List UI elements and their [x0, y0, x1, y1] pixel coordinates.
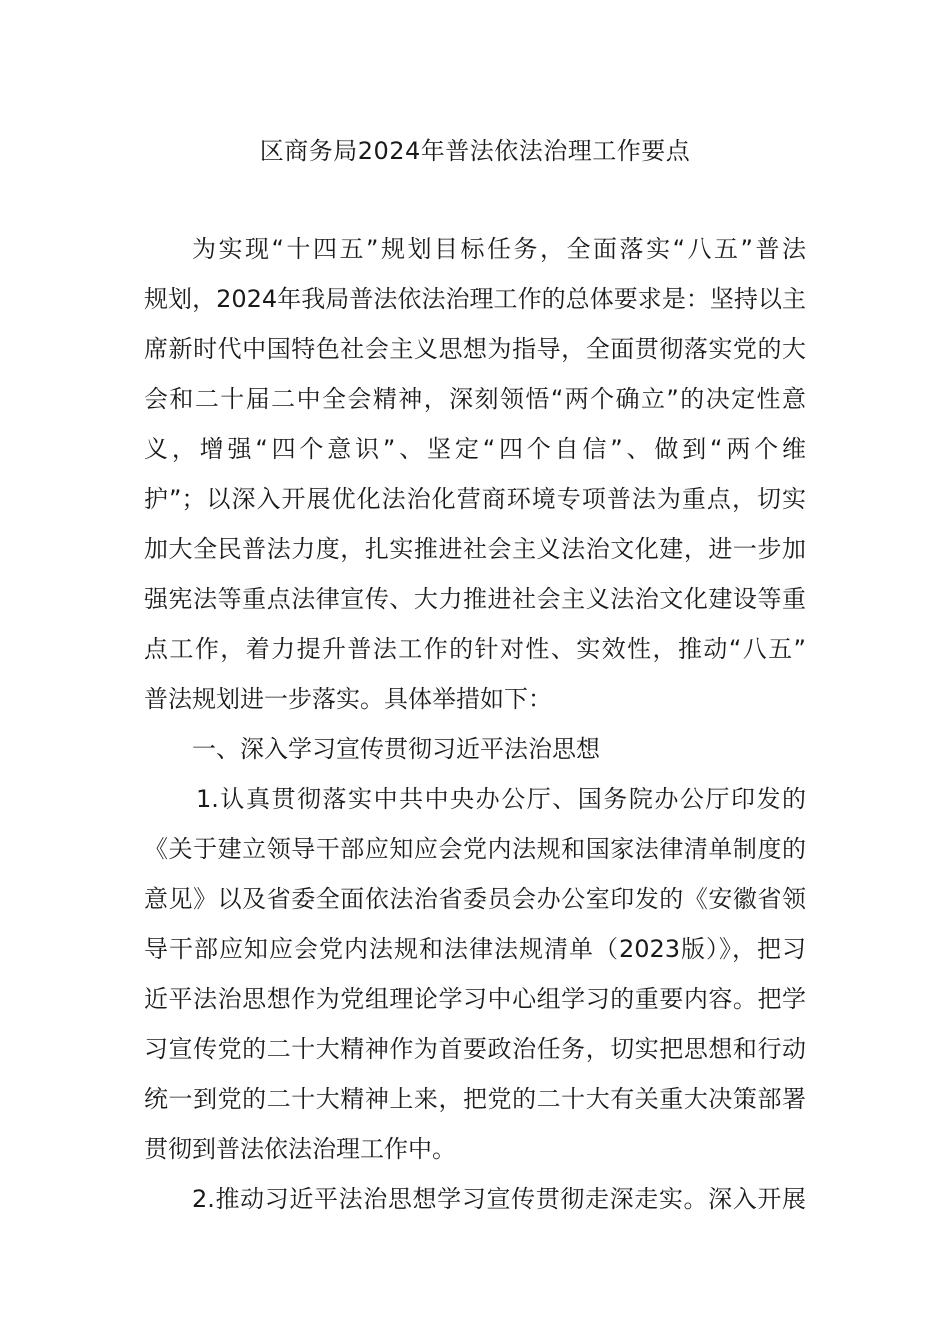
item-1-line-6: 习宣传党的二十大精神作为首要政治任务，切实把思想和行动 — [144, 1035, 806, 1063]
intro-line-6: 护”；以深入开展优化法治化营商环境专项普法为重点，切实 — [144, 485, 806, 513]
item-1-line-8: 贯彻到普法依法治理工作中。 — [144, 1135, 456, 1163]
intro-line-10: 普法规划进一步落实。具体举措如下： — [144, 685, 552, 713]
item-1-line-1: 1.认真贯彻落实中共中央办公厅、国务院办公厅印发的 — [196, 785, 806, 813]
intro-line-8: 强宪法等重点法律宣传、大力推进社会主义法治文化建设等重 — [144, 585, 806, 613]
item-1-line-5: 近平法治思想作为党组理论学习中心组学习的重要内容。把学 — [144, 985, 806, 1013]
intro-line-9: 点工作，着力提升普法工作的针对性、实效性，推动“八五” — [144, 635, 806, 663]
intro-line-5: 义，增强“四个意识”、坚定“四个自信”、做到“两个维 — [144, 435, 806, 463]
item-2-line-1: 2.推动习近平法治思想学习宣传贯彻走深走实。深入开展 — [192, 1185, 806, 1213]
intro-line-3: 席新时代中国特色社会主义思想为指导，全面贯彻落实党的大 — [144, 335, 806, 363]
document-title: 区商务局2024年普法依法治理工作要点 — [259, 137, 691, 165]
intro-line-1: 为实现“十四五”规划目标任务，全面落实“八五”普法 — [192, 235, 806, 263]
item-1-line-2: 《关于建立领导干部应知应会党内法规和国家法律清单制度的 — [144, 835, 806, 863]
section-1-heading: 一、深入学习宣传贯彻习近平法治思想 — [192, 735, 600, 763]
intro-line-2: 规划，2024年我局普法依法治理工作的总体要求是：坚持以主 — [144, 285, 806, 313]
item-1-line-3: 意见》以及省委全面依法治省委员会办公室印发的《安徽省领 — [144, 885, 806, 913]
item-1-line-7: 统一到党的二十大精神上来，把党的二十大有关重大决策部署 — [144, 1085, 806, 1113]
intro-line-7: 加大全民普法力度，扎实推进社会主义法治文化建，进一步加 — [144, 535, 806, 563]
item-1-line-4: 导干部应知应会党内法规和法律法规清单（2023版）》，把习 — [144, 935, 806, 963]
intro-line-4: 会和二十届二中全会精神，深刻领悟“两个确立”的决定性意 — [144, 385, 806, 413]
